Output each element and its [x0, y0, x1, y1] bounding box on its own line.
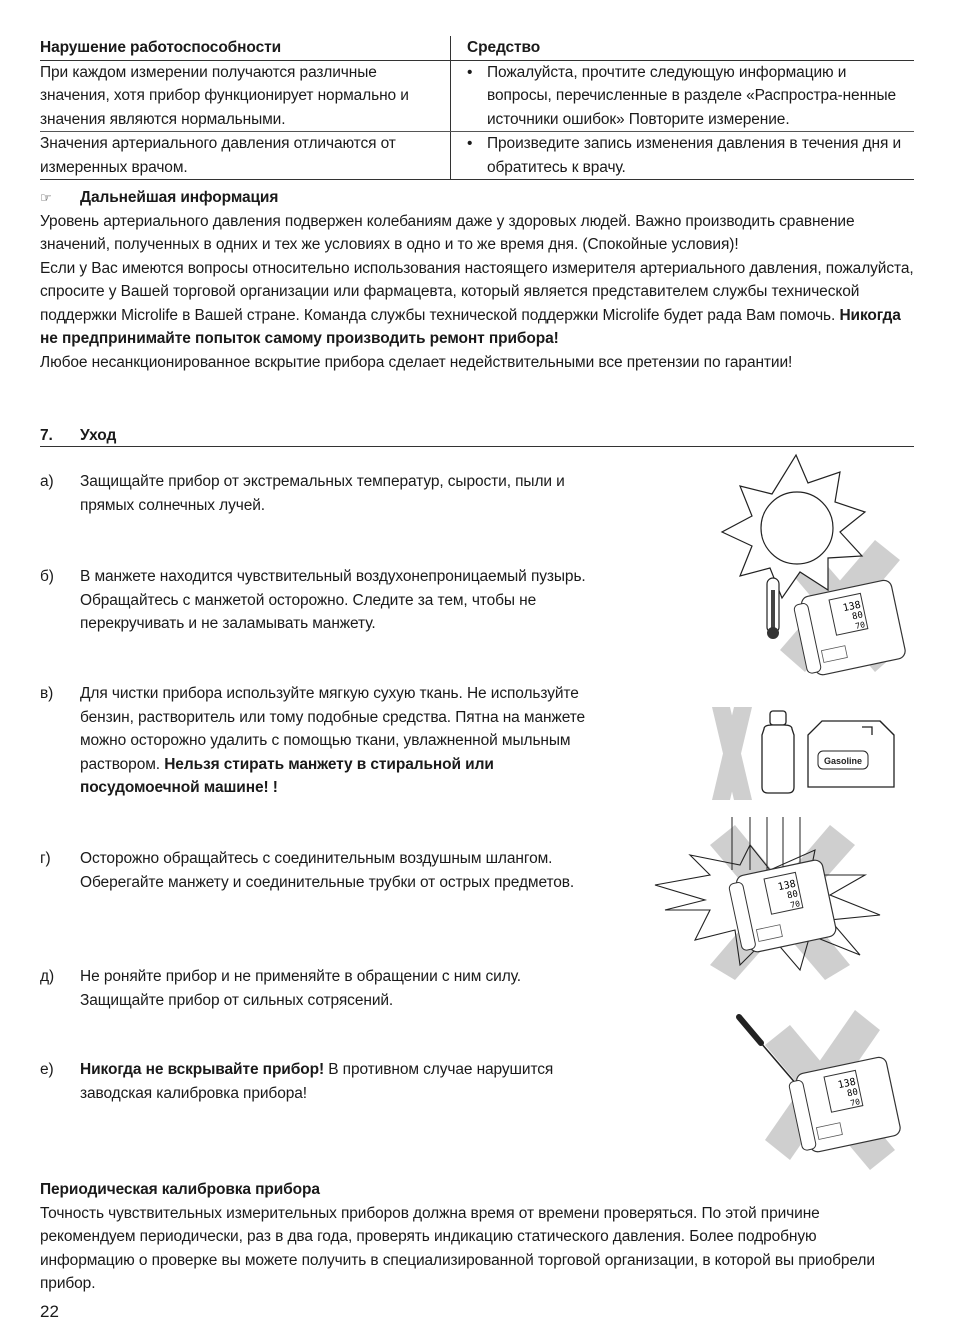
svg-text:80: 80: [786, 889, 800, 902]
list-item: а) Защищайте прибор от экстремальных температур, сырости, пыли и прямых солнечных лучей.: [40, 473, 565, 514]
prohibition-cross-icon: [712, 707, 752, 800]
table-row: [40, 61, 914, 133]
section-heading: [40, 424, 914, 448]
sun-heat-illustration: [700, 450, 910, 690]
table-cell-remedy: Пожалуйста, прочтите следующую информацию и вопросы, перечисленные в разделе «Распростра-ненные источники ошибок» Повторите измерение.: [487, 63, 897, 128]
table-cell-remedy: Произведите запись изменения давления в течения дня и обратитесь к врачу.: [487, 135, 902, 176]
table-row: [40, 132, 914, 180]
svg-text:80: 80: [851, 610, 865, 623]
table-cell-problem: Значения артериального давления отличаются от измеренных врачом.: [40, 135, 396, 176]
list-item: д) Не роняйте прибор и не применяйте в обращении с ним силу. Защищайте прибор от сильных сотрясений.: [40, 968, 521, 1009]
info-heading: Дальнейшая информация: [80, 189, 279, 206]
table-header-row: [40, 36, 914, 61]
svg-text:Gasoline: Gasoline: [823, 756, 863, 766]
calibration-heading: Периодическая калибровка прибора: [40, 1181, 320, 1198]
section-title: Уход: [80, 427, 117, 444]
bullet: •: [467, 63, 473, 81]
do-not-open-illustration: [735, 1005, 905, 1175]
info-paragraph: Любое несанкционированное вскрытие прибора сделает недействительными все претензии по гарантии!: [40, 353, 793, 371]
section-rule: [40, 446, 914, 447]
table-cell-problem: При каждом измерении получаются различные значения, хотя прибор функционирует нормально и значения являются нормальными.: [40, 63, 409, 128]
list-item: б) В манжете находится чувствительный воздухонепроницаемый пузырь. Обращайтесь с манжетой осторожно. Следите за тем, чтобы не перекручивать и не заламывать манжету.: [40, 568, 586, 632]
svg-text:70: 70: [854, 620, 866, 631]
list-item: в) Для чистки прибора используйте мягкую сухую ткань. Не используйте бензин, растворитель или тому подобные средства. Пятна на манжете можно осторожно удалить с помощью ткани, увлажненной мыльным раствором. Нельзя стирать манжету в стиральной или посудомоечной машине! !: [40, 685, 586, 796]
list-item: е) Никогда не вскрывайте прибор! В противном случае нарушится заводская калибровка прибора!: [40, 1061, 554, 1102]
svg-text:70: 70: [789, 899, 801, 910]
calibration-text: Точность чувствительных измерительных приборов должна время от времени проверяться. По этой причине рекомендуем периодически, раз в два года, проверять индикацию статического давления. Более подробную информацию о проверке вы можете получить в специализированной торговой организации, в которой вы приобрели прибор.: [40, 1204, 875, 1292]
pointing-hand-icon: ☞: [40, 190, 52, 205]
bottle-icon: [762, 711, 794, 793]
calibration-section: [40, 1178, 914, 1296]
info-paragraph: Если у Вас имеются вопросы относительно использования настоящего измерителя артериального давления, пожалуйста, спросите у Вашей торговой организации или фармацевта, который является представителем службы технической поддержки Microlife в Вашей стране. Команда службы технической поддержки Microlife будет рада Вам помочь. Никогда не предпринимайте попыток самому производить ремонт прибора!: [40, 259, 914, 347]
list-item: г) Осторожно обращайтесь с соединительным воздушным шлангом. Оберегайте манжету и соединительные трубки от острых предметов.: [40, 850, 575, 891]
page-number: 22: [40, 1302, 59, 1321]
impact-illustration: [650, 815, 905, 980]
svg-text:138: 138: [836, 1076, 857, 1092]
bullet: •: [467, 135, 473, 152]
info-section: [40, 186, 914, 374]
gasoline-can-icon: [808, 721, 894, 787]
troubleshooting-table: [40, 36, 914, 180]
thermometer-icon: [767, 578, 779, 639]
svg-text:70: 70: [849, 1097, 861, 1108]
table-header-remedy: Средство: [450, 36, 914, 60]
info-paragraph: Уровень артериального давления подвержен колебаниям даже у здоровых людей. Важно производить сравнение значений, полученных в одних и тех же условиях в одно и то же время дня. (Спокойные условия)!: [40, 212, 855, 253]
svg-text:138: 138: [776, 878, 797, 894]
cleaning-agents-illustration: [712, 705, 902, 805]
table-header-problem: Нарушение работоспособности: [40, 39, 282, 56]
svg-text:138: 138: [841, 599, 862, 615]
repair-warning: Никогда не предпринимайте попыток самому производить ремонт прибора!: [40, 306, 901, 347]
svg-text:80: 80: [846, 1087, 860, 1100]
section-number: 7.: [40, 427, 53, 444]
